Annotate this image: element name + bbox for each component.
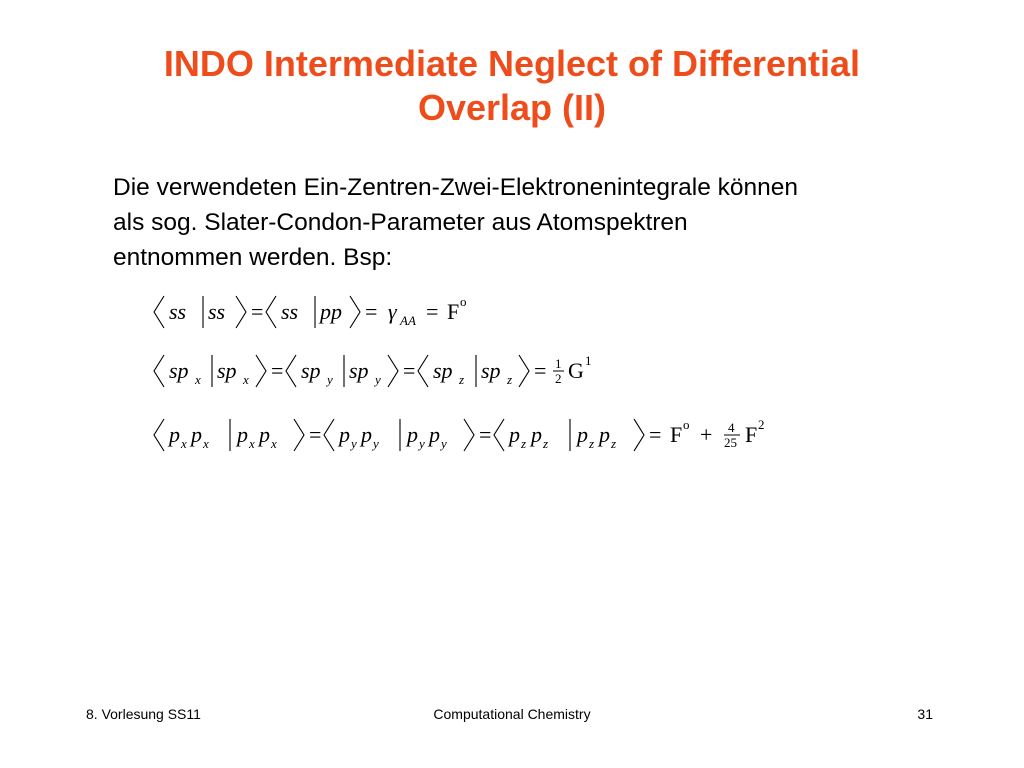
footer-page-number: 31 [917,706,933,722]
svg-text:sp: sp [169,358,189,383]
svg-text:y: y [373,436,379,451]
footer-course: Computational Chemistry [433,706,591,722]
svg-text:p: p [339,422,350,447]
svg-text:y: y [327,372,333,387]
formula-1-graphic [150,292,490,332]
svg-text:=: = [365,299,378,324]
formula-pp-integral [150,415,790,455]
svg-text:ss: ss [281,299,299,324]
svg-text:p: p [509,422,520,447]
svg-text:2: 2 [555,371,562,386]
formula-ss-integral [150,292,490,332]
svg-text:o: o [460,294,467,309]
svg-text:ss: ss [169,299,187,324]
footer-lecture: 8. Vorlesung SS11 [86,706,201,722]
svg-text:z: z [507,372,513,387]
svg-text:z: z [611,436,617,451]
svg-text:=: = [426,299,439,324]
svg-text:p: p [191,422,202,447]
formula-3-graphic [150,415,790,455]
body-line-1: Die verwendeten Ein-Zentren-Zwei-Elektronenintegrale können [113,174,799,201]
svg-text:F: F [670,422,683,447]
svg-text:=: = [403,358,416,383]
svg-text:G: G [568,358,584,383]
svg-text:25: 25 [724,435,737,450]
svg-text:+: + [700,422,713,447]
formula-sp-integral [150,351,610,391]
svg-text:F: F [447,299,460,324]
svg-text:F: F [745,422,758,447]
svg-text:z: z [459,372,465,387]
svg-text:AA: AA [400,313,416,328]
svg-text:x: x [271,436,277,451]
svg-text:z: z [543,436,549,451]
svg-text:y: y [351,436,357,451]
svg-text:p: p [169,422,180,447]
svg-text:sp: sp [217,358,237,383]
svg-text:=: = [649,422,662,447]
svg-text:1: 1 [585,353,592,368]
svg-text:p: p [599,422,610,447]
svg-text:4: 4 [728,420,735,435]
svg-text:p: p [361,422,372,447]
body-paragraph [113,170,943,275]
title-line-2: Overlap (II) [417,87,607,128]
svg-text:p: p [407,422,418,447]
svg-text:sp: sp [301,358,321,383]
svg-text:z: z [521,436,527,451]
svg-text:γ: γ [388,299,397,324]
svg-text:y: y [419,436,425,451]
title-line-1: INDO Intermediate Neglect of Differential [163,43,861,84]
svg-text:o: o [683,417,690,432]
svg-text:p: p [577,422,588,447]
svg-text:pp: pp [320,299,342,324]
svg-text:p: p [429,422,440,447]
svg-text:y: y [375,372,381,387]
svg-text:p: p [259,422,270,447]
svg-text:1: 1 [555,356,562,371]
svg-text:x: x [243,372,249,387]
svg-text:x: x [195,372,201,387]
svg-text:ss: ss [208,299,226,324]
svg-text:x: x [181,436,187,451]
svg-text:=: = [251,299,264,324]
svg-text:p: p [237,422,248,447]
svg-text:x: x [249,436,255,451]
formula-2-graphic [150,351,610,391]
svg-text:z: z [589,436,595,451]
svg-text:sp: sp [349,358,369,383]
svg-text:2: 2 [758,417,765,432]
svg-text:x: x [203,436,209,451]
svg-text:y: y [441,436,447,451]
svg-text:p: p [531,422,542,447]
svg-text:sp: sp [481,358,501,383]
body-line-3: entnommen werden. Bsp: [113,244,393,271]
svg-text:=: = [271,358,284,383]
svg-text:sp: sp [433,358,453,383]
svg-text:=: = [309,422,322,447]
svg-text:=: = [479,422,492,447]
svg-text:=: = [534,358,547,383]
body-line-2: als sog. Slater-Condon-Parameter aus Atomspektren [113,209,688,236]
slide-title [60,42,964,130]
